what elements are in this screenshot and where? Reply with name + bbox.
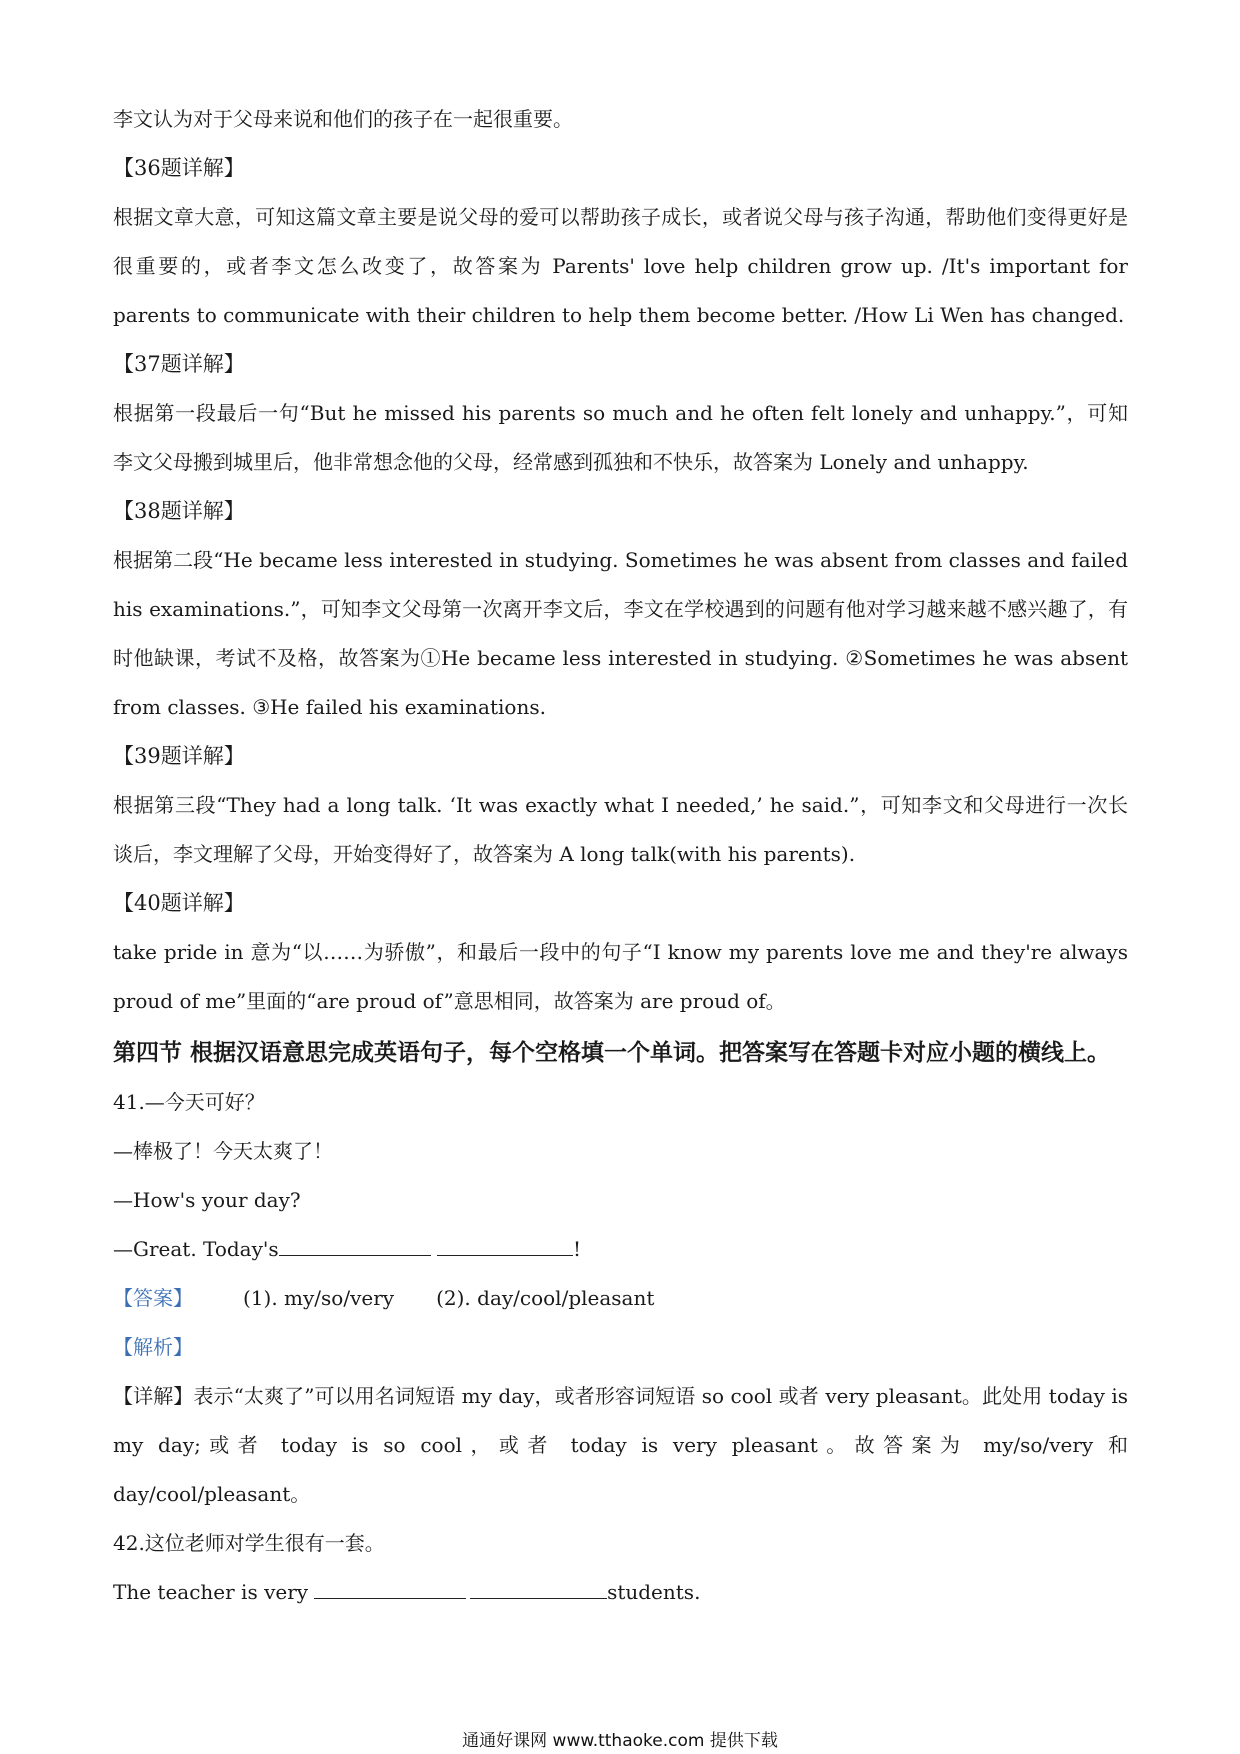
q41-blank-1[interactable]: [279, 1235, 431, 1256]
explanation-q37: 根据第一段最后一句“But he missed his parents so much and he often felt lonely and unhappy.”，可知李文父母搬到城里后，他非常想念他的父母，经常感到孤独和不快乐，故答案为 Lonely and unhappy.: [113, 401, 1128, 474]
answer-2: (2). day/cool/pleasant: [436, 1286, 655, 1310]
explanation-q40: take pride in 意为“以……为骄傲”，和最后一段中的句子“I know my parents love me and they're always proud of me”里面的“are proud of”意思相同，故答案为 are proud of。: [113, 940, 1128, 1013]
heading-q37: 【37题详解】: [113, 352, 245, 376]
q41-english-line-2: [113, 1225, 1128, 1274]
intro-sentence: 李文认为对于父母来说和他们的孩子在一起很重要。: [113, 107, 573, 131]
answer-tag: 【答案】: [113, 1286, 193, 1310]
q41-chinese-line-1: 41.—今天可好？: [113, 1090, 265, 1114]
q41-detail: 【详解】表示“太爽了”可以用名词短语 my day，或者形容词短语 so cool 或者 very pleasant。此处用 today is my day;或者 today is so cool，或者 today is very pleasant。故答案为 my/so/very 和 day/cool/pleasant。: [113, 1384, 1128, 1506]
q42-chinese: 42.这位老师对学生很有一套。: [113, 1531, 385, 1555]
q42-suffix: students.: [607, 1580, 701, 1604]
q41-prefix: —Great. Today's: [113, 1237, 279, 1261]
explanation-q38: 根据第二段“He became less interested in studying. Sometimes he was absent from classes and failed his examinations.”，可知李文父母第一次离开李文后，李文在学校遇到的问题有他对学习越来越不感兴趣了，有时他缺课，考试不及格，故答案为①He became less interested in studying. ②Sometimes he was absent from classes. ③He failed his examinations.: [113, 548, 1128, 719]
q41-suffix: !: [573, 1237, 582, 1261]
q41-english-line-1: —How's your day?: [113, 1188, 301, 1212]
heading-q40: 【40题详解】: [113, 891, 245, 915]
q41-chinese-line-2: —棒极了！今天太爽了！: [113, 1139, 333, 1163]
document-body: [113, 95, 1128, 1617]
heading-q36: 【36题详解】: [113, 156, 245, 180]
q41-blank-2[interactable]: [437, 1235, 573, 1256]
q41-answer: [113, 1274, 1128, 1323]
analysis-tag: 【解析】: [113, 1335, 193, 1359]
q42-prefix: The teacher is very: [113, 1580, 309, 1604]
footer-watermark: 通通好课网 www.tthaoke.com 提供下载: [462, 1731, 778, 1751]
answer-1: (1). my/so/very: [243, 1286, 395, 1310]
q42-blank-2[interactable]: [470, 1578, 607, 1599]
section-four-title: 第四节 根据汉语意思完成英语句子，每个空格填一个单词。把答案写在答题卡对应小题的横线上。: [113, 1040, 1111, 1066]
explanation-q39: 根据第三段“They had a long talk. ‘It was exactly what I needed,’ he said.”，可知李文和父母进行一次长谈后，李文理解了父母，开始变得好了，故答案为 A long talk(with his parents).: [113, 793, 1128, 866]
heading-q38: 【38题详解】: [113, 499, 245, 523]
q42-english: [113, 1568, 1128, 1617]
explanation-q36: 根据文章大意，可知这篇文章主要是说父母的爱可以帮助孩子成长，或者说父母与孩子沟通，帮助他们变得更好是很重要的，或者李文怎么改变了，故答案为 Parents' love help children grow up. /It's important for parents to communicate with their children to help them become better. /How Li Wen has changed.: [113, 205, 1128, 327]
q42-blank-1[interactable]: [314, 1578, 466, 1599]
heading-q39: 【39题详解】: [113, 744, 245, 768]
